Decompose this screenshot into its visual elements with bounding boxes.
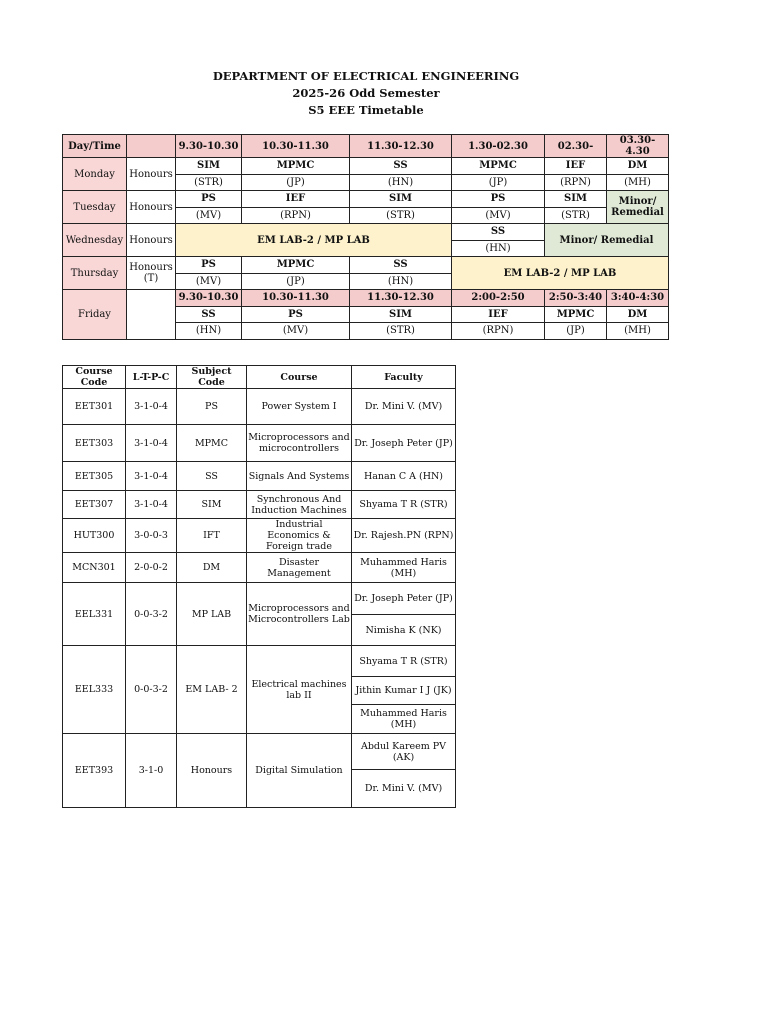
course-subject: MPMC xyxy=(177,425,247,462)
course-name: Power System I xyxy=(247,389,352,425)
course-name: Microprocessors and Microcontrollers Lab xyxy=(247,583,352,646)
friday-faculty: (HN) xyxy=(176,323,242,340)
course-table xyxy=(62,365,456,808)
tuesday-minor-remedial: Minor/ Remedial xyxy=(607,191,669,224)
wednesday-faculty: (HN) xyxy=(452,240,545,257)
semester-title: 2025-26 Odd Semester xyxy=(292,86,440,100)
header-course-code: Course Code xyxy=(63,366,126,389)
course-ltpc: 0-0-3-2 xyxy=(126,583,177,646)
course-code: MCN301 xyxy=(63,553,126,583)
tuesday-honours: Honours xyxy=(127,191,176,224)
monday-faculty: (RPN) xyxy=(545,174,607,191)
thursday-subject: MPMC xyxy=(242,257,350,274)
friday-slot: 3:40-4:30 xyxy=(607,290,669,307)
friday-faculty: (MH) xyxy=(607,323,669,340)
friday-slot: 9.30-10.30 xyxy=(176,290,242,307)
friday-slot: 11.30-12.30 xyxy=(350,290,452,307)
header-subject-code: Subject Code xyxy=(177,366,247,389)
thursday-honours: Honours (T) xyxy=(127,257,176,290)
course-ltpc: 2-0-0-2 xyxy=(126,553,177,583)
course-faculty: Nimisha K (NK) xyxy=(352,615,456,646)
wednesday-subject: SS xyxy=(452,224,545,241)
course-subject: EM LAB- 2 xyxy=(177,646,247,734)
timetable-title: S5 EEE Timetable xyxy=(308,103,424,117)
course-subject: SS xyxy=(177,462,247,491)
course-name: Digital Simulation xyxy=(247,734,352,808)
day-monday: Monday xyxy=(63,158,127,191)
course-subject: PS xyxy=(177,389,247,425)
header-empty xyxy=(127,135,176,158)
tuesday-faculty: (MV) xyxy=(452,207,545,224)
header-ltpc: L-T-P-C xyxy=(126,366,177,389)
course-faculty: Abdul Kareem PV (AK) xyxy=(352,734,456,770)
slot-2: 10.30-11.30 xyxy=(242,135,350,158)
course-subject: SIM xyxy=(177,491,247,519)
course-code: EEL333 xyxy=(63,646,126,734)
course-code: HUT300 xyxy=(63,519,126,553)
slot-6: 03.30-4.30 xyxy=(607,135,669,158)
friday-subject: SS xyxy=(176,306,242,323)
header-faculty: Faculty xyxy=(352,366,456,389)
tuesday-subject: PS xyxy=(176,191,242,208)
monday-faculty: (JP) xyxy=(452,174,545,191)
course-faculty: Shyama T R (STR) xyxy=(352,491,456,519)
course-faculty: Muhammed Haris (MH) xyxy=(352,705,456,734)
course-faculty: Dr. Rajesh.PN (RPN) xyxy=(352,519,456,553)
course-subject: DM xyxy=(177,553,247,583)
monday-honours: Honours xyxy=(127,158,176,191)
course-ltpc: 3-1-0-4 xyxy=(126,491,177,519)
day-wednesday: Wednesday xyxy=(63,224,127,257)
friday-faculty: (RPN) xyxy=(452,323,545,340)
course-code: EET305 xyxy=(63,462,126,491)
monday-subject: IEF xyxy=(545,158,607,175)
course-code: EET307 xyxy=(63,491,126,519)
page-heading xyxy=(0,68,732,119)
course-name: Industrial Economics & Foreign trade xyxy=(247,519,352,553)
course-name: Electrical machines lab II xyxy=(247,646,352,734)
thursday-faculty: (JP) xyxy=(242,273,350,290)
tuesday-subject: SIM xyxy=(545,191,607,208)
course-subject: Honours xyxy=(177,734,247,808)
monday-subject: SS xyxy=(350,158,452,175)
tuesday-subject: SIM xyxy=(350,191,452,208)
monday-subject: MPMC xyxy=(452,158,545,175)
friday-subject: DM xyxy=(607,306,669,323)
monday-faculty: (MH) xyxy=(607,174,669,191)
monday-subject: SIM xyxy=(176,158,242,175)
tuesday-subject: PS xyxy=(452,191,545,208)
friday-slot: 2:00-2:50 xyxy=(452,290,545,307)
friday-empty xyxy=(127,290,176,340)
monday-subject: MPMC xyxy=(242,158,350,175)
course-code: EET393 xyxy=(63,734,126,808)
course-name: Synchronous And Induction Machines xyxy=(247,491,352,519)
course-code: EET301 xyxy=(63,389,126,425)
thursday-subject: SS xyxy=(350,257,452,274)
course-faculty: Jithin Kumar I J (JK) xyxy=(352,677,456,705)
department-title: DEPARTMENT OF ELECTRICAL ENGINEERING xyxy=(212,69,520,83)
course-faculty: Muhammed Haris (MH) xyxy=(352,553,456,583)
course-ltpc: 0-0-3-2 xyxy=(126,646,177,734)
course-code: EET303 xyxy=(63,425,126,462)
thursday-faculty: (HN) xyxy=(350,273,452,290)
monday-faculty: (STR) xyxy=(176,174,242,191)
course-name: Disaster Management xyxy=(247,553,352,583)
wednesday-lab: EM LAB-2 / MP LAB xyxy=(176,224,452,257)
slot-5: 02.30- xyxy=(545,135,607,158)
slot-3: 11.30-12.30 xyxy=(350,135,452,158)
course-subject: IFT xyxy=(177,519,247,553)
tuesday-subject: IEF xyxy=(242,191,350,208)
course-ltpc: 3-1-0-4 xyxy=(126,425,177,462)
course-name: Microprocessors and microcontrollers xyxy=(247,425,352,462)
course-ltpc: 3-1-0 xyxy=(126,734,177,808)
tuesday-faculty: (MV) xyxy=(176,207,242,224)
thursday-faculty: (MV) xyxy=(176,273,242,290)
friday-slot: 2:50-3:40 xyxy=(545,290,607,307)
tuesday-faculty: (STR) xyxy=(545,207,607,224)
monday-subject: DM xyxy=(607,158,669,175)
day-tuesday: Tuesday xyxy=(63,191,127,224)
tuesday-faculty: (STR) xyxy=(350,207,452,224)
wednesday-minor-remedial: Minor/ Remedial xyxy=(545,224,669,257)
thursday-lab: EM LAB-2 / MP LAB xyxy=(452,257,669,290)
wednesday-honours: Honours xyxy=(127,224,176,257)
header-course: Course xyxy=(247,366,352,389)
timetable xyxy=(62,134,669,340)
thursday-subject: PS xyxy=(176,257,242,274)
day-thursday: Thursday xyxy=(63,257,127,290)
friday-faculty: (STR) xyxy=(350,323,452,340)
header-day-time: Day/Time xyxy=(63,135,127,158)
friday-faculty: (MV) xyxy=(242,323,350,340)
course-ltpc: 3-1-0-4 xyxy=(126,462,177,491)
course-faculty: Hanan C A (HN) xyxy=(352,462,456,491)
friday-faculty: (JP) xyxy=(545,323,607,340)
friday-subject: IEF xyxy=(452,306,545,323)
friday-subject: MPMC xyxy=(545,306,607,323)
course-faculty: Shyama T R (STR) xyxy=(352,646,456,677)
course-subject: MP LAB xyxy=(177,583,247,646)
course-name: Signals And Systems xyxy=(247,462,352,491)
course-ltpc: 3-1-0-4 xyxy=(126,389,177,425)
day-friday: Friday xyxy=(63,290,127,340)
tuesday-faculty: (RPN) xyxy=(242,207,350,224)
slot-4: 1.30-02.30 xyxy=(452,135,545,158)
course-faculty: Dr. Mini V. (MV) xyxy=(352,770,456,808)
friday-slot: 10.30-11.30 xyxy=(242,290,350,307)
monday-faculty: (JP) xyxy=(242,174,350,191)
friday-subject: PS xyxy=(242,306,350,323)
slot-1: 9.30-10.30 xyxy=(176,135,242,158)
course-faculty: Dr. Joseph Peter (JP) xyxy=(352,583,456,615)
course-code: EEL331 xyxy=(63,583,126,646)
course-ltpc: 3-0-0-3 xyxy=(126,519,177,553)
course-faculty: Dr. Joseph Peter (JP) xyxy=(352,425,456,462)
friday-subject: SIM xyxy=(350,306,452,323)
course-faculty: Dr. Mini V. (MV) xyxy=(352,389,456,425)
monday-faculty: (HN) xyxy=(350,174,452,191)
